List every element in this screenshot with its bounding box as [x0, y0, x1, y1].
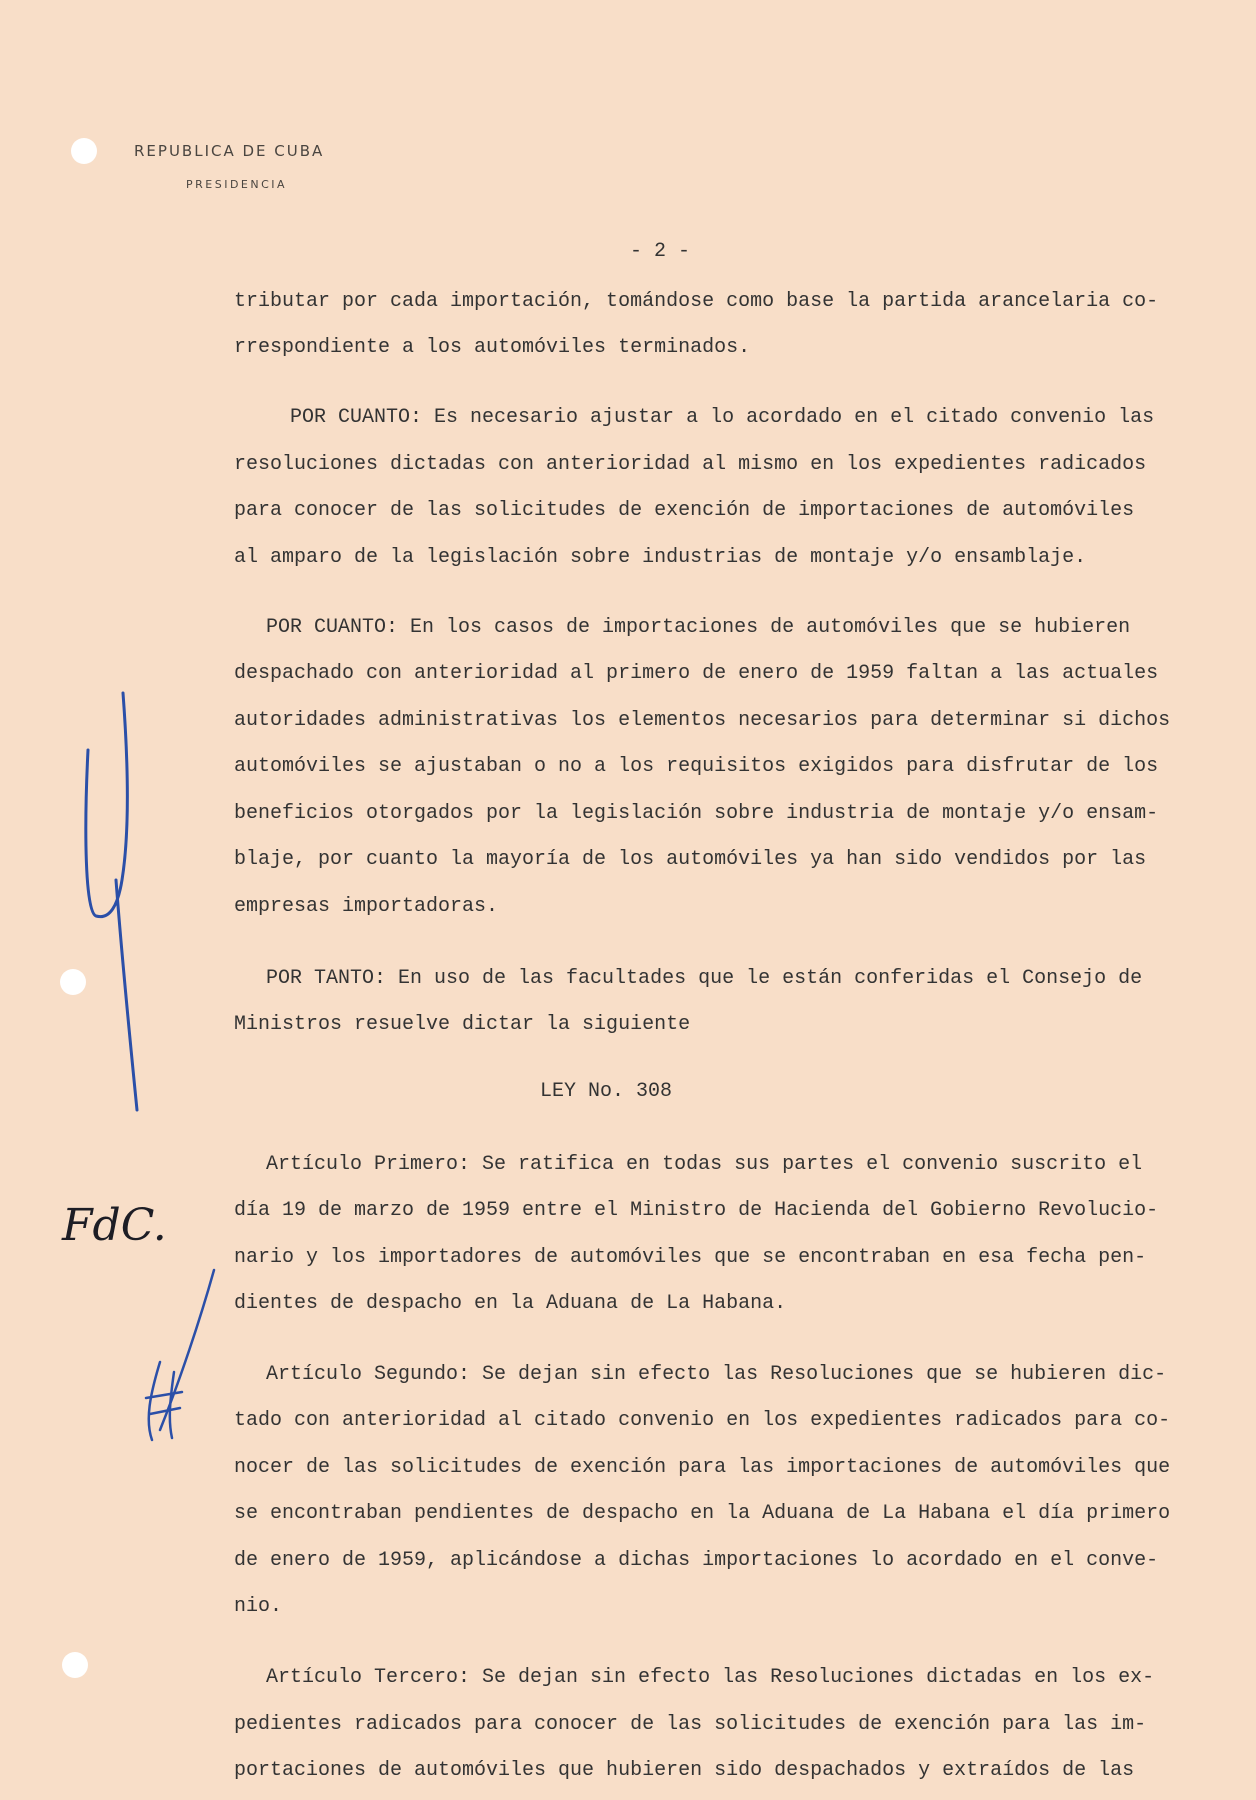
- por-tanto-line: POR TANTO: En uso de las facultades que le están conferidas el Consejo de: [266, 967, 1143, 990]
- articulo-tercero-line: Artículo Tercero: Se dejan sin efecto las Resoluciones dictadas en los ex-: [266, 1666, 1155, 1689]
- text-line: empresas importadoras.: [234, 895, 499, 918]
- text-line: de enero de 1959, aplicándose a dichas importaciones lo acordado en el conve-: [234, 1549, 1159, 1572]
- text-line: nocer de las solicitudes de exención para las importaciones de automóviles que: [234, 1456, 1171, 1479]
- margin-mark-line: [116, 880, 137, 1110]
- margin-initials: FdC.: [62, 1200, 167, 1251]
- text-line: beneficios otorgados por la legislación sobre industria de montaje y/o ensam-: [234, 802, 1159, 825]
- text-line: dientes de despacho en la Aduana de La Habana.: [234, 1292, 787, 1315]
- margin-signature: [146, 1362, 182, 1440]
- text-line: al amparo de la legislación sobre industrias de montaje y/o ensamblaje.: [234, 546, 1087, 569]
- text-line: autoridades administrativas los elementos necesarios para determinar si dichos: [234, 709, 1171, 732]
- text-line: blaje, por cuanto la mayoría de los automóviles ya han sido vendidos por las: [234, 848, 1147, 871]
- por-cuanto-2-line: POR CUANTO: En los casos de importaciones de automóviles que se hubieren: [266, 616, 1131, 639]
- text-line: nio.: [234, 1595, 283, 1618]
- text-line: resoluciones dictadas con anterioridad al mismo en los expedientes radicados: [234, 453, 1147, 476]
- text-line: rrespondiente a los automóviles terminados.: [234, 336, 751, 359]
- text-line: Ministros resuelve dictar la siguiente: [234, 1013, 691, 1036]
- letterhead-presidency: PRESIDENCIA: [186, 178, 288, 191]
- text-line: nario y los importadores de automóviles que se encontraban en esa fecha pen-: [234, 1246, 1147, 1269]
- articulo-segundo-line: Artículo Segundo: Se dejan sin efecto las Resoluciones que se hubieren dic-: [266, 1363, 1167, 1386]
- articulo-primero-line: Artículo Primero: Se ratifica en todas sus partes el convenio suscrito el: [266, 1153, 1143, 1176]
- law-title: LEY No. 308: [540, 1080, 673, 1103]
- por-cuanto-1-line: POR CUANTO: Es necesario ajustar a lo acordado en el citado convenio las: [290, 406, 1155, 429]
- page-number: - 2 -: [629, 240, 690, 263]
- text-line: tado con anterioridad al citado convenio en los expedientes radicados para co-: [234, 1409, 1171, 1432]
- text-line: despachado con anterioridad al primero de enero de 1959 faltan a las actuales: [234, 662, 1159, 685]
- text-line: portaciones de automóviles que hubieren sido despachados y extraídos de las: [234, 1759, 1135, 1782]
- margin-mark-line: [86, 693, 128, 917]
- text-line: día 19 de marzo de 1959 entre el Ministro de Hacienda del Gobierno Revolucio-: [234, 1199, 1159, 1222]
- text-line: se encontraban pendientes de despacho en la Aduana de La Habana el día primero: [234, 1502, 1171, 1525]
- margin-signature-stroke: [160, 1270, 214, 1430]
- text-line: para conocer de las solicitudes de exención de importaciones de automóviles: [234, 499, 1135, 522]
- text-line: pedientes radicados para conocer de las solicitudes de exención para las im-: [234, 1713, 1147, 1736]
- text-line: tributar por cada importación, tomándose como base la partida arancelaria co-: [234, 290, 1159, 313]
- text-line: automóviles se ajustaban o no a los requisitos exigidos para disfrutar de los: [234, 755, 1159, 778]
- letterhead-republic: REPUBLICA DE CUBA: [134, 142, 325, 160]
